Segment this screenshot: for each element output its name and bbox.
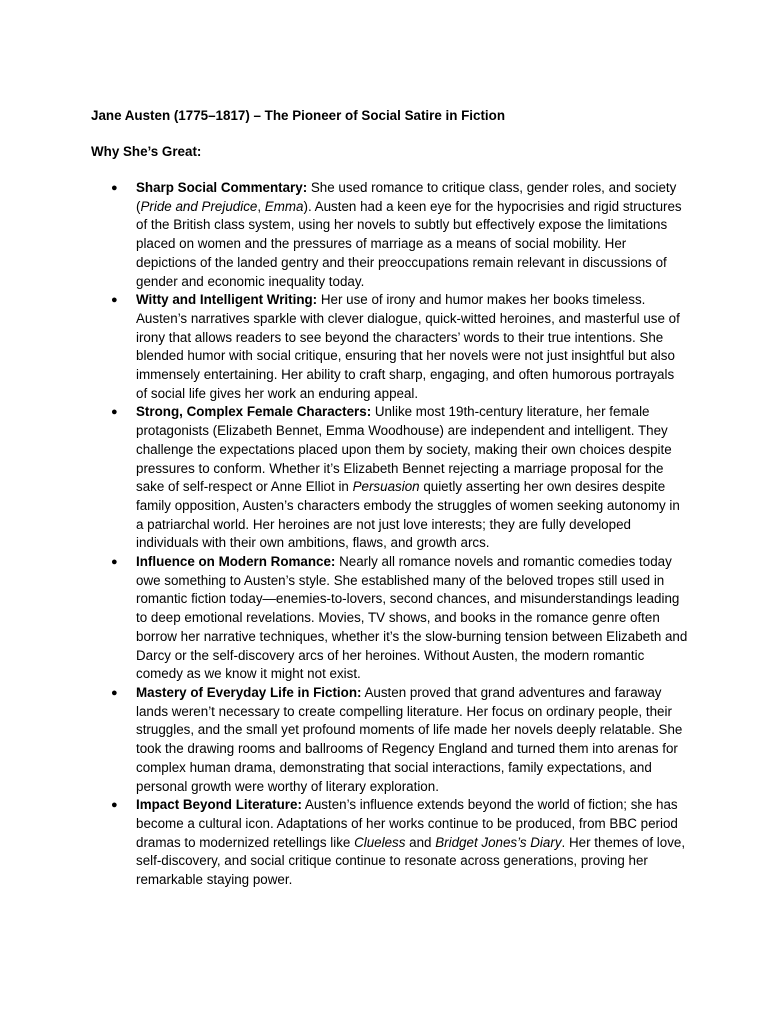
- item-text: Impact Beyond Literature: Austen’s influence extends beyond the world of fiction; she has become a cultural icon. Adaptations of her works continue to be produced, from BBC period dramas to modernized retellings like Clueless and Bridget Jones’s Diary. Her themes of love, self-discovery, and social critique continue to resonate across generations, proving her remarkable staying power.: [136, 797, 686, 888]
- list-item: [91, 403, 688, 553]
- bullet-icon: ●: [111, 799, 118, 812]
- list-item: [91, 553, 688, 684]
- bullet-icon: ●: [111, 406, 118, 419]
- item-heading: Mastery of Everyday Life in Fiction:: [136, 684, 362, 700]
- item-text: Influence on Modern Romance: Nearly all romance novels and romantic comedies today owe something to Austen’s style. She established many of the beloved tropes still used in romantic fiction today—enemies-to-lovers, second chances, and misunderstandings leading to deep emotional revelations. Movies, TV shows, and books in the romance genre often borrow her narrative techniques, whether it’s the slow-burning tension between Elizabeth and Darcy or the self-discovery arcs of her heroines. Without Austen, the modern romantic comedy as we know it might not exist.: [136, 554, 688, 682]
- item-heading: Impact Beyond Literature:: [136, 797, 302, 813]
- document-title: Jane Austen (1775–1817) – The Pioneer of Social Satire in Fiction: [91, 108, 506, 123]
- item-text: Sharp Social Commentary: She used romance to critique class, gender roles, and society (Pride and Prejudice, Emma). Austen had a keen eye for the hypocrisies and rigid structures of the British class system, using her novels to subtly but effectively expose the limitations placed on women and the pressures of marriage as a means of social mobility. Her depictions of the landed gentry and their preoccupations remain relevant in discussions of gender and economic inequality today.: [136, 180, 682, 289]
- list-item: [91, 796, 688, 890]
- item-heading: Strong, Complex Female Characters:: [136, 404, 372, 420]
- item-heading: Influence on Modern Romance:: [136, 554, 336, 570]
- bullet-icon: ●: [111, 294, 118, 307]
- list-item: [91, 179, 688, 291]
- bullet-icon: ●: [111, 182, 118, 194]
- list-item: [91, 291, 688, 403]
- list-item: [91, 684, 688, 796]
- item-text: Mastery of Everyday Life in Fiction: Austen proved that grand adventures and faraway lands weren’t necessary to create compelling literature. Her focus on ordinary people, their struggles, and the small yet profound moments of life made her novels deeply relatable. She took the drawing rooms and ballrooms of Regency England and turned them into arenas for complex human drama, demonstrating that social interactions, family expectations, and personal growth were worthy of literary exploration.: [136, 684, 683, 794]
- item-heading: Sharp Social Commentary:: [136, 180, 308, 195]
- section-heading: Why She’s Great:: [91, 144, 202, 159]
- bullet-icon: ●: [111, 686, 118, 699]
- item-heading: Witty and Intelligent Writing:: [136, 292, 318, 308]
- item-text: Strong, Complex Female Characters: Unlike most 19th-century literature, her female protagonists (Elizabeth Bennet, Emma Woodhouse) are independent and intelligent. They challenge the expectations placed upon them by society, making their own choices despite pressures to conform. Whether it’s Elizabeth Bennet rejecting a marriage proposal for the sake of self-respect or Anne Elliot in Persuasion quietly asserting her own desires despite family opposition, Austen’s characters embody the struggles of women seeking autonomy in a patriarchal world. Her heroines are not just love interests; they are fully developed individuals with their own ambitions, flaws, and growth arcs.: [136, 404, 680, 551]
- bullet-list: [91, 179, 688, 890]
- bullet-icon: ●: [111, 556, 118, 569]
- item-text: Witty and Intelligent Writing: Her use of irony and humor makes her books timeless. Austen’s narratives sparkle with clever dialogue, quick-witted heroines, and masterful use of irony that allows readers to see beyond the characters’ words to their true intentions. She blended humor with social critique, ensuring that her novels were not just insightful but also immensely entertaining. Her ability to craft sharp, engaging, and often humorous portrayals of social life gives her work an enduring appeal.: [136, 292, 680, 401]
